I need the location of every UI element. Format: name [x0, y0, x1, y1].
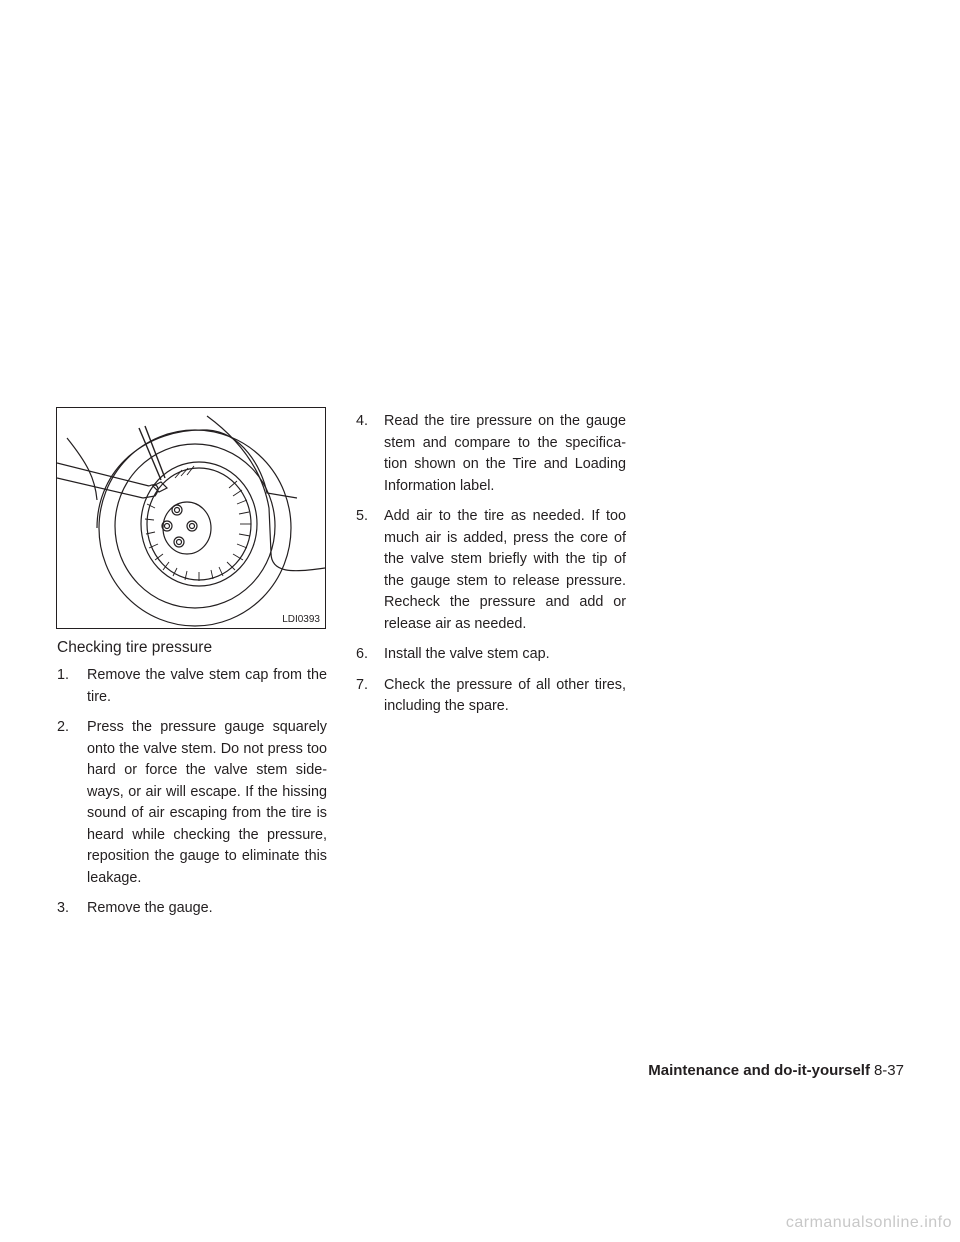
step-text: Install the valve stem cap.: [384, 646, 550, 662]
step-text: Check the pressure of all other tires, including the spare.: [384, 676, 626, 714]
step-text: Remove the gauge.: [87, 900, 213, 916]
step-4: [356, 411, 626, 497]
step-5: [356, 506, 626, 635]
step-1: [57, 665, 327, 708]
steps-right-column: [356, 411, 626, 727]
figure-label: LDI0393: [282, 614, 320, 625]
step-number: 2.: [57, 719, 70, 735]
section-heading: Checking tire pressure: [57, 639, 213, 656]
step-number: 4.: [356, 413, 369, 429]
step-number: 1.: [57, 667, 70, 683]
tire-pressure-gauge-illustration: [57, 408, 326, 629]
step-2: [57, 717, 327, 889]
step-text: Read the tire pressure on the gauge stem and compare to the specifica-tion shown on the Tire and Loading Information label.: [384, 413, 626, 494]
steps-left-column: [57, 665, 327, 929]
step-number: 5.: [356, 508, 369, 524]
step-number: 3.: [57, 900, 70, 916]
watermark[interactable]: carmanualsonline.info: [785, 1214, 952, 1231]
step-text: Remove the valve stem cap from the tire.: [87, 667, 327, 705]
step-number: 7.: [356, 676, 369, 693]
step-number: 6.: [356, 646, 369, 662]
page-footer: [648, 1061, 904, 1081]
page-number: 8-37: [873, 1062, 904, 1079]
footer-section-title: Maintenance and do-it-yourself: [648, 1062, 870, 1079]
step-text: Add air to the tire as needed. If too much air is added, press the core of the valve stem briefly with the tip of the gauge stem to release pressure. Recheck the pressure and add or release air as needed.: [384, 508, 626, 632]
tire-pressure-figure: [56, 407, 326, 629]
step-7: [356, 675, 626, 718]
step-text: Press the pressure gauge squarely onto the valve stem. Do not press too hard or force the valve stem side-ways, or air will escape. If the hissing sound of air escaping from the tire is heard while checking the pressure, reposition the gauge to eliminate this leakage.: [87, 719, 327, 886]
step-3: [57, 898, 327, 920]
step-6: [356, 644, 626, 666]
